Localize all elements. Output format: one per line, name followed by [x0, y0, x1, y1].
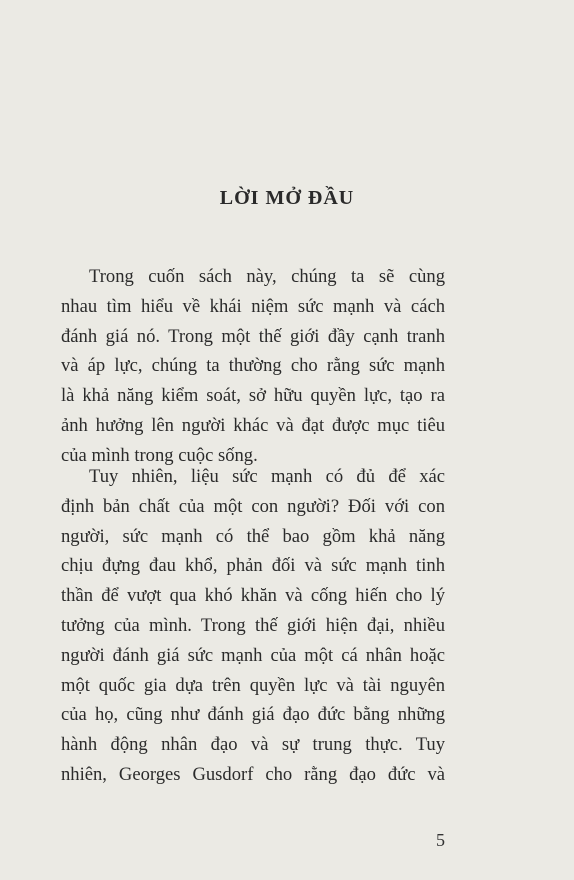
- paragraph-1-line: của mình trong cuộc sống.: [61, 444, 258, 466]
- paragraph-2-line: của họ, cũng như đánh giá đạo đức bằng những: [61, 704, 445, 726]
- paragraph-2-line: nhiên, Georges Gusdorf cho rằng đạo đức và: [61, 763, 445, 785]
- paragraph-1: [61, 262, 445, 471]
- paragraph-1-line: là khả năng kiểm soát, sở hữu quyền lực, tạo ra: [61, 385, 445, 407]
- paragraph-2-line: chịu đựng đau khổ, phản đối và sức mạnh tinh: [61, 555, 445, 577]
- page-number: 5: [436, 830, 445, 850]
- paragraph-1-line: Trong cuốn sách này, chúng ta sẽ cùng: [89, 266, 445, 287]
- paragraph-2-line: hành động nhân đạo và sự trung thực. Tuy: [61, 734, 445, 756]
- paragraph-1-line: và áp lực, chúng ta thường cho rằng sức mạnh: [61, 355, 445, 377]
- paragraph-1-line: đánh giá nó. Trong một thế giới đầy cạnh tranh: [61, 325, 445, 347]
- paragraph-1-line: nhau tìm hiểu về khái niệm sức mạnh và cách: [61, 295, 445, 317]
- paragraph-2-line: người đánh giá sức mạnh của một cá nhân hoặc: [61, 644, 445, 666]
- paragraph-2-line: một quốc gia dựa trên quyền lực và tài nguyên: [61, 674, 445, 696]
- chapter-title: LỜI MỞ ĐẦU: [219, 187, 355, 209]
- paragraph-2-line: thần để vượt qua khó khăn và cống hiến cho lý: [61, 585, 445, 607]
- paragraph-1-line: ảnh hưởng lên người khác và đạt được mục tiêu: [61, 414, 445, 436]
- paragraph-2-line: Tuy nhiên, liệu sức mạnh có đủ để xác: [89, 466, 445, 487]
- paragraph-2: [61, 462, 445, 790]
- paragraph-2-line: tưởng của mình. Trong thế giới hiện đại, nhiều: [61, 614, 445, 636]
- paragraph-2-line: người, sức mạnh có thể bao gồm khả năng: [61, 525, 445, 547]
- paragraph-2-line: định bản chất của một con người? Đối với con: [61, 495, 445, 517]
